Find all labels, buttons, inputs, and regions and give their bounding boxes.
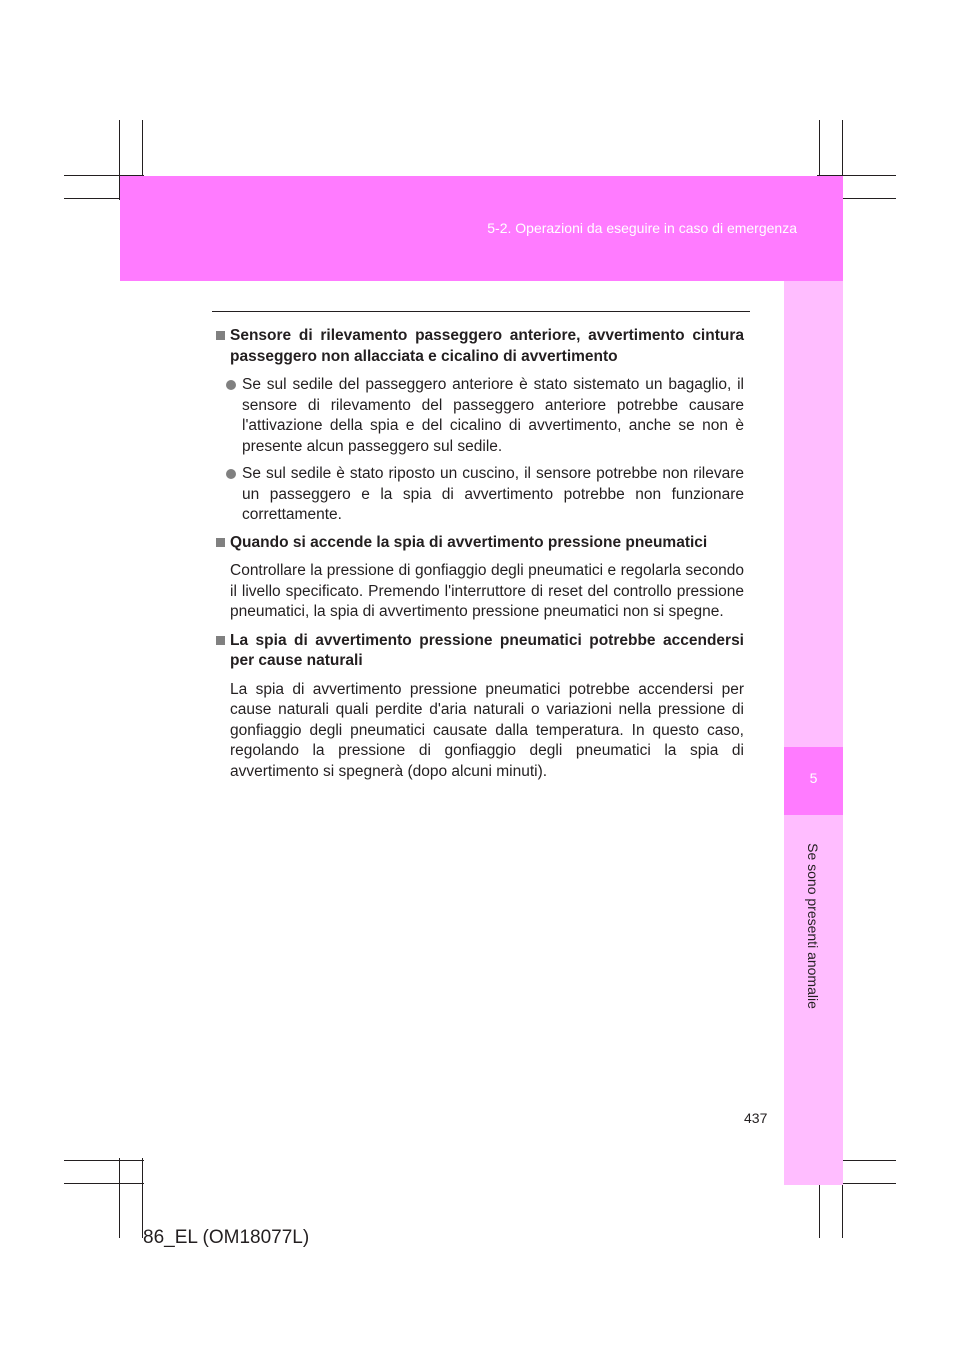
square-bullet-icon	[216, 538, 225, 547]
page-number: 437	[744, 1110, 768, 1126]
chapter-number: 5	[809, 770, 818, 786]
chapter-title: Se sono presenti anomalie	[805, 843, 821, 1009]
crop-mark	[64, 1160, 144, 1161]
paragraph: Controllare la pressione di gonfiaggio degli pneumatici e regolarla secondo il livello specificato. Premendo l'interruttore di reset del controllo pressione pneumatici, la spia di avvertimento pressione pneumatici non si spegne.	[230, 562, 744, 620]
heading-text: Quando si accende la spia di avvertimento pressione pneumatici	[230, 533, 708, 551]
section-heading	[216, 533, 744, 554]
bullet-item	[218, 375, 744, 457]
round-bullet-icon	[226, 380, 236, 390]
crop-mark	[119, 1158, 120, 1238]
content-divider	[212, 311, 750, 312]
paragraph: La spia di avvertimento pressione pneumatici potrebbe accendersi per cause naturali quali perdite d'aria naturali o variazioni nella pressione di gonfiaggio degli pneumatici causate dalla temperatura. In questo caso, regolando la pressione di gonfiaggio degli pneumatici la spia di avvertimento si spegnerà (dopo alcuni minuti).	[230, 680, 744, 780]
heading-text: Sensore di rilevamento passeggero anteriore, avvertimento cintura passeggero non allacciata e cicalino di avvertimento	[230, 327, 744, 365]
section-heading	[216, 631, 744, 672]
chapter-side-tab	[784, 281, 843, 1185]
bullet-text: Se sul sedile è stato riposto un cuscino, il sensore potrebbe non rilevare un passeggero e la spia di avvertimento potrebbe non funzionare correttamente.	[242, 465, 744, 523]
heading-text: La spia di avvertimento pressione pneumatici potrebbe accendersi per cause naturali	[230, 631, 744, 669]
bullet-text: Se sul sedile del passeggero anteriore è stato sistemato un bagaglio, il sensore di rilevamento del passeggero anteriore potrebbe causare l'attivazione della spia e del cicalino di avvertimento, anche se non è presente alcun passeggero sul sedile.	[242, 376, 744, 455]
section-heading	[216, 326, 744, 367]
square-bullet-icon	[216, 331, 225, 340]
round-bullet-icon	[226, 469, 236, 479]
crop-mark	[64, 1183, 144, 1184]
content-body	[216, 326, 744, 790]
square-bullet-icon	[216, 636, 225, 645]
bullet-item	[218, 464, 744, 526]
document-code: 86_EL (OM18077L)	[143, 1227, 310, 1248]
section-title: 5-2. Operazioni da eseguire in caso di emergenza	[487, 220, 797, 236]
crop-mark	[142, 1158, 143, 1238]
